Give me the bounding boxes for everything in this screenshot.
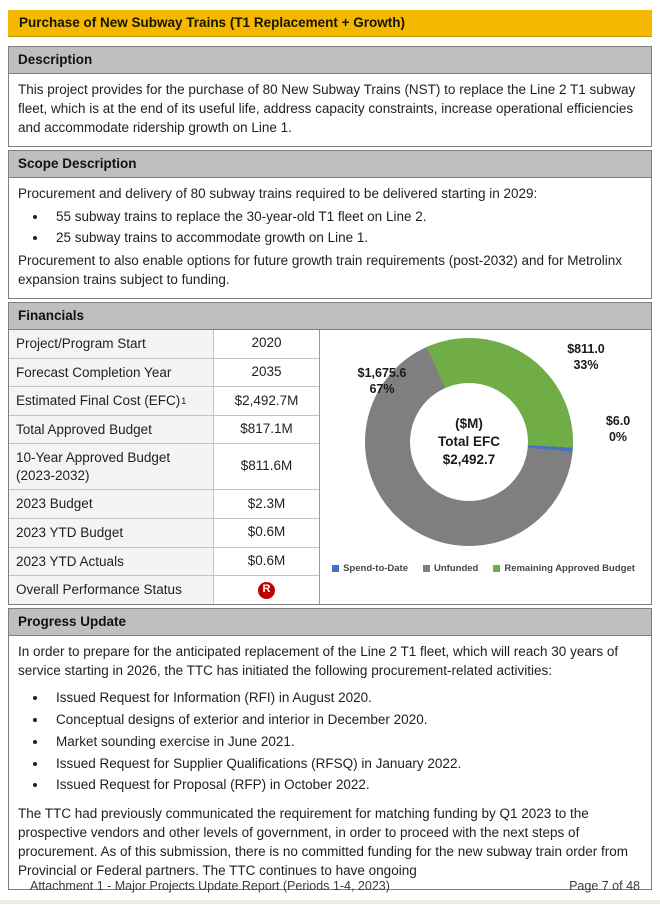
legend-swatch-icon xyxy=(423,565,430,572)
progress-bullet-list xyxy=(18,689,642,795)
page-footer xyxy=(30,879,640,893)
legend-swatch-icon xyxy=(493,565,500,572)
financials-table-row xyxy=(9,519,319,548)
financials-row-value: $0.6M xyxy=(213,519,319,547)
financials-row-value: $2.3M xyxy=(213,490,319,518)
financials-row-label: Estimated Final Cost (EFC) 1 xyxy=(9,387,213,415)
center-value: $2,492.7 xyxy=(442,452,496,468)
financials-table-row xyxy=(9,416,319,445)
financials-row-label: 2023 Budget xyxy=(9,490,213,518)
label-unfunded: $1,675.6 67% xyxy=(357,366,407,396)
financials-table-row xyxy=(9,444,319,490)
progress-bullet-item: • Market sounding exercise in June 2021. xyxy=(48,733,642,752)
footer-attachment-text: Attachment 1 - Major Projects Update Report (Periods 1-4, 2023) xyxy=(30,879,390,893)
legend-item: Unfunded xyxy=(423,562,478,575)
progress-bullet-item: • Issued Request for Supplier Qualifications (RFSQ) in January 2022. xyxy=(48,755,642,774)
financials-row-label: Project/Program Start xyxy=(9,330,213,358)
progress-paragraph-2: The TTC had previously communicated the requirement for matching funding by Q1 2023 to the prospective vendors and other levels of government, in order to proceed with the next steps of procurement. As of this submission, there is no committed funding for the new subway train order from Provincial or Federal partners. The TTC continues to have ongoing xyxy=(18,806,629,878)
description-text: This project provides for the purchase of 80 New Subway Trains (NST) to replace the Line 2 T1 subway fleet, which is at the end of its useful life, address capacity constraints, increase operational efficiencies and accommodate ridership growth on Line 1. xyxy=(18,82,636,135)
section-description xyxy=(8,46,652,147)
legend-swatch-icon xyxy=(332,565,339,572)
section-financials xyxy=(8,302,652,605)
status-badge-red: R xyxy=(258,582,275,599)
center-title: Total EFC xyxy=(438,434,500,450)
scope-heading: Scope Description xyxy=(9,151,651,178)
financials-row-label: 10-Year Approved Budget (2023-2032) xyxy=(9,444,213,489)
scope-intro: Procurement and delivery of 80 subway trains required to be delivered starting in 2029: xyxy=(18,185,538,201)
scope-bullet-list xyxy=(18,208,642,249)
scope-bullet-item: • 55 subway trains to replace the 30-year-old T1 fleet on Line 2. xyxy=(48,208,642,227)
report-page xyxy=(0,10,660,905)
progress-heading: Progress Update xyxy=(9,609,651,636)
progress-bullet-item: • Issued Request for Proposal (RFP) in October 2022. xyxy=(48,776,642,795)
next-page-edge-strip xyxy=(0,900,660,904)
financials-row-value: $817.1M xyxy=(213,416,319,444)
financials-row-label: Overall Performance Status xyxy=(9,576,213,604)
efc-donut-chart-area xyxy=(320,330,651,582)
financials-row-value: 2020 xyxy=(213,330,319,358)
financials-heading: Financials xyxy=(9,303,651,330)
financials-table-row xyxy=(9,359,319,388)
section-scope xyxy=(8,150,652,299)
chart-legend xyxy=(320,562,647,575)
financials-row-value: $2,492.7M xyxy=(213,387,319,415)
financials-row-label: Forecast Completion Year xyxy=(9,359,213,387)
page-title: Purchase of New Subway Trains (T1 Replacement + Growth) xyxy=(8,10,652,37)
financials-table-row xyxy=(9,387,319,416)
center-unit: ($M) xyxy=(455,415,483,431)
legend-item: Remaining Approved Budget xyxy=(493,562,635,575)
description-heading: Description xyxy=(9,47,651,74)
progress-bullet-item: • Conceptual designs of exterior and interior in December 2020. xyxy=(48,711,642,730)
financials-row-value xyxy=(213,576,319,604)
scope-bullet-item: • 25 subway trains to accommodate growth on Line 1. xyxy=(48,229,642,248)
financials-table-row xyxy=(9,548,319,577)
footer-page-number: Page 7 of 48 xyxy=(569,879,640,893)
progress-bullet-item: • Issued Request for Information (RFI) in August 2020. xyxy=(48,689,642,708)
label-spend-to-date: $6.0 0% xyxy=(605,414,631,444)
label-remaining-approved: $811.0 33% xyxy=(567,342,605,372)
financials-row-label: Total Approved Budget xyxy=(9,416,213,444)
legend-item: Spend-to-Date xyxy=(332,562,408,575)
financials-row-value: $811.6M xyxy=(213,444,319,489)
financials-row-value: $0.6M xyxy=(213,548,319,576)
financials-table xyxy=(9,330,320,604)
financials-table-row xyxy=(9,330,319,359)
scope-outro: Procurement to also enable options for future growth train requirements (post-2032) and for Metrolinx expansion trains subject to funding. xyxy=(18,253,623,288)
financials-row-label: 2023 YTD Budget xyxy=(9,519,213,547)
financials-table-row xyxy=(9,576,319,604)
section-progress-update xyxy=(8,608,652,890)
financials-row-value: 2035 xyxy=(213,359,319,387)
financials-row-label: 2023 YTD Actuals xyxy=(9,548,213,576)
financials-table-row xyxy=(9,490,319,519)
donut-center-label xyxy=(410,383,528,501)
progress-paragraph-1: In order to prepare for the anticipated replacement of the Line 2 T1 fleet, which will reach 30 years of service starting in 2026, the TTC has initiated the following procurement-related activities: xyxy=(18,644,619,678)
